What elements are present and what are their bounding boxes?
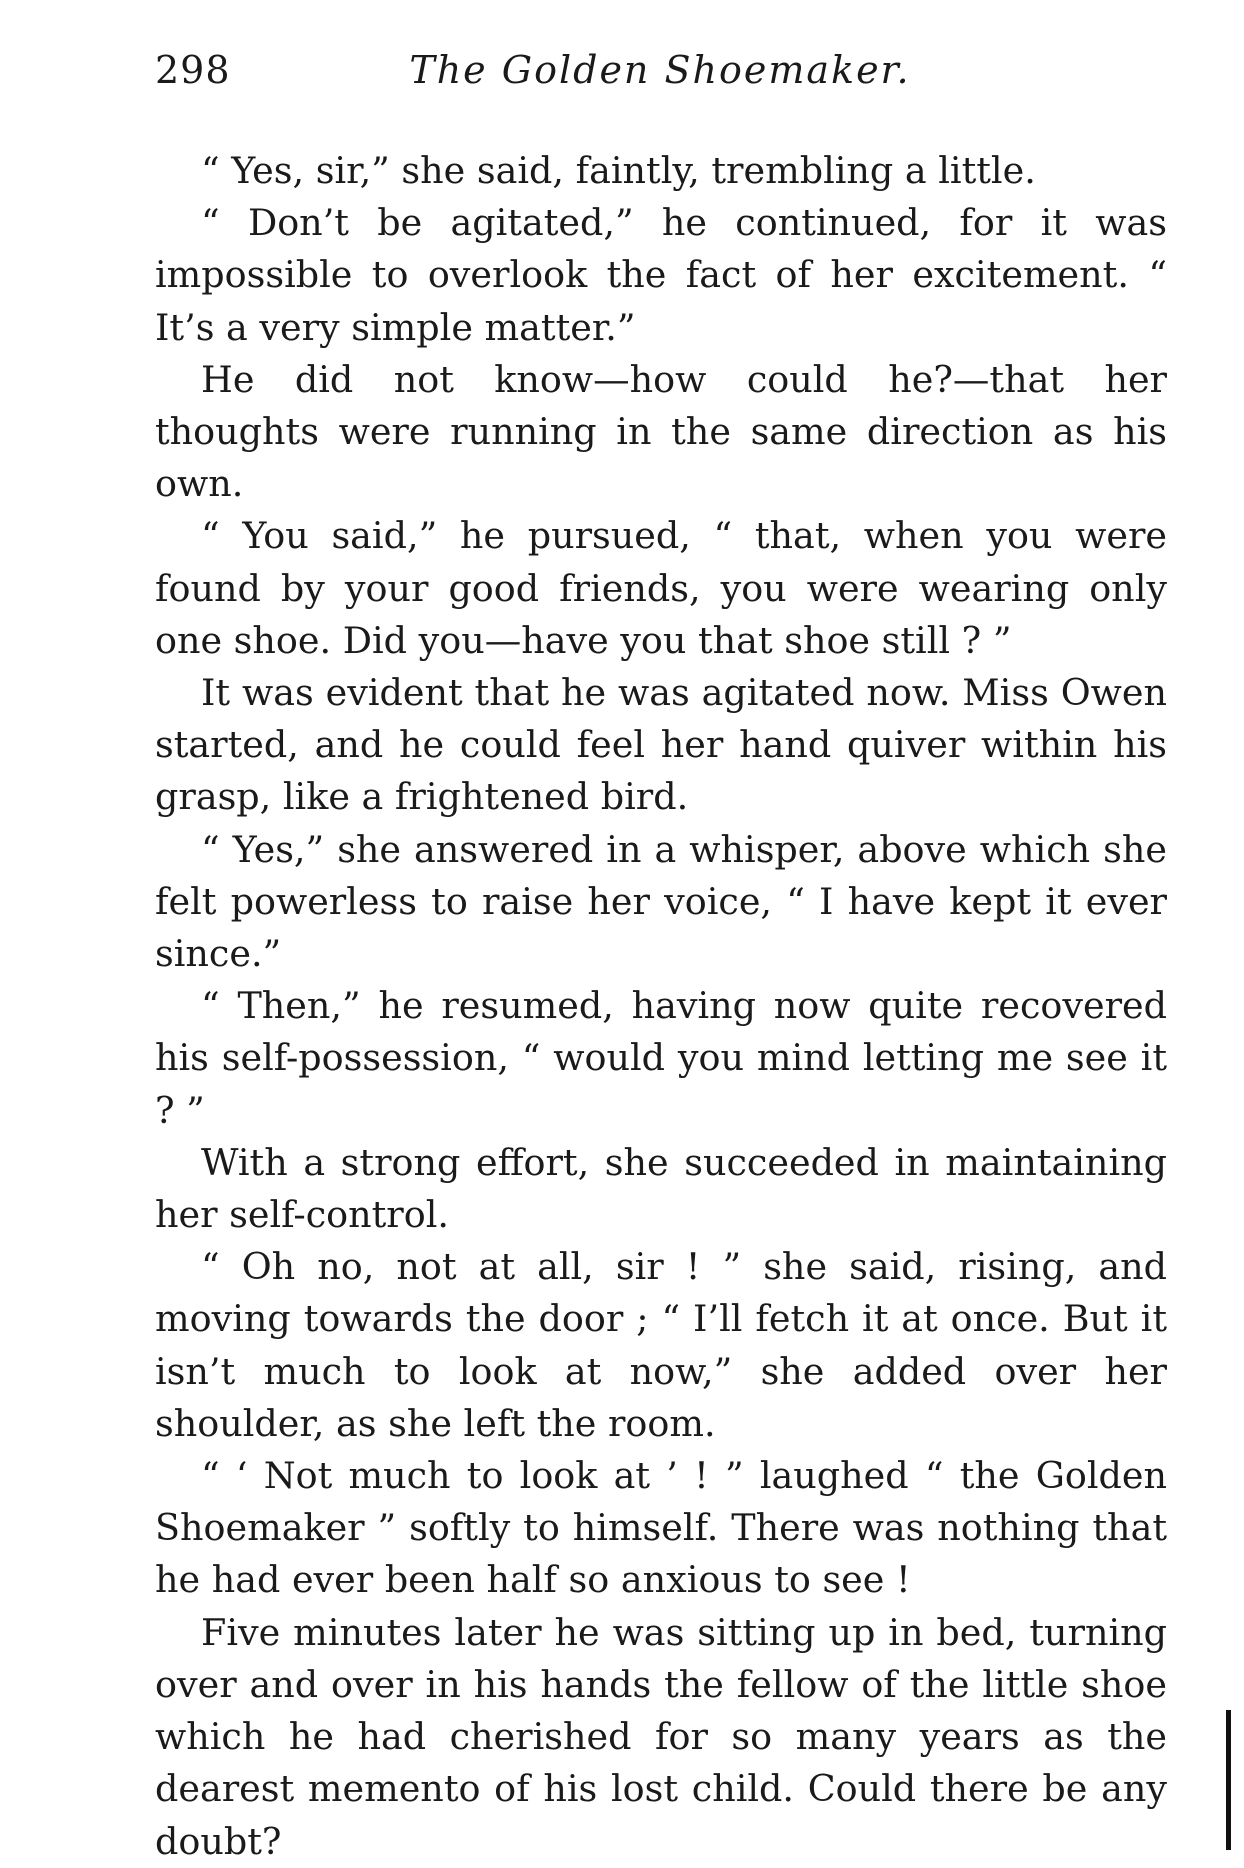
page-edge-mark	[1226, 1710, 1231, 1850]
paragraph: Five minutes later he was sitting up in bed, turning over and over in his hands the fellow of the little shoe which he had cherished for so many years as the dearest memento of his lost child. Could there be any doubt?	[155, 1610, 1167, 1863]
running-title: The Golden Shoemaker.	[409, 48, 911, 92]
page-number: 298	[155, 48, 231, 92]
paragraph: “ Then,” he resumed, having now quite recovered his self-possession, “ would you mind letting me see it ? ”	[155, 984, 1167, 1132]
paragraph: “ ‘ Not much to look at ’ ! ” laughed “ the Golden Shoemaker ” softly to himself. There was nothing that he had ever been half so anxious to see !	[155, 1454, 1167, 1602]
paragraph: “ Yes, sir,” she said, faintly, trembling a little.	[201, 149, 1036, 192]
paragraph: He did not know—how could he?—that her thoughts were running in the same direction as his own.	[155, 357, 1167, 506]
paragraph: It was evident that he was agitated now. Miss Owen started, and he could feel her hand quiver within his grasp, like a frightened bird.	[155, 671, 1167, 819]
paragraph: “ Oh no, not at all, sir ! ” she said, rising, and moving towards the door ; “ I’ll fetch it at once. But it isn’t much to look at now,” she added over her shoulder, as she left the room.	[155, 1245, 1167, 1445]
paragraph: “ Don’t be agitated,” he continued, for it was impossible to overlook the fact of her excitement. “ It’s a very simple matter.”	[155, 201, 1167, 349]
body-text	[155, 145, 1167, 1868]
paragraph: “ You said,” he pursued, “ that, when you were found by your good friends, you were wearing only one shoe. Did you—have you that shoe still ? ”	[155, 514, 1167, 662]
paragraph: With a strong effort, she succeeded in maintaining her self-control.	[155, 1140, 1167, 1237]
page-header	[155, 48, 1165, 108]
paragraph: “ Yes,” she answered in a whisper, above which she felt powerless to raise her voice, “ I have kept it ever since.”	[155, 827, 1167, 976]
